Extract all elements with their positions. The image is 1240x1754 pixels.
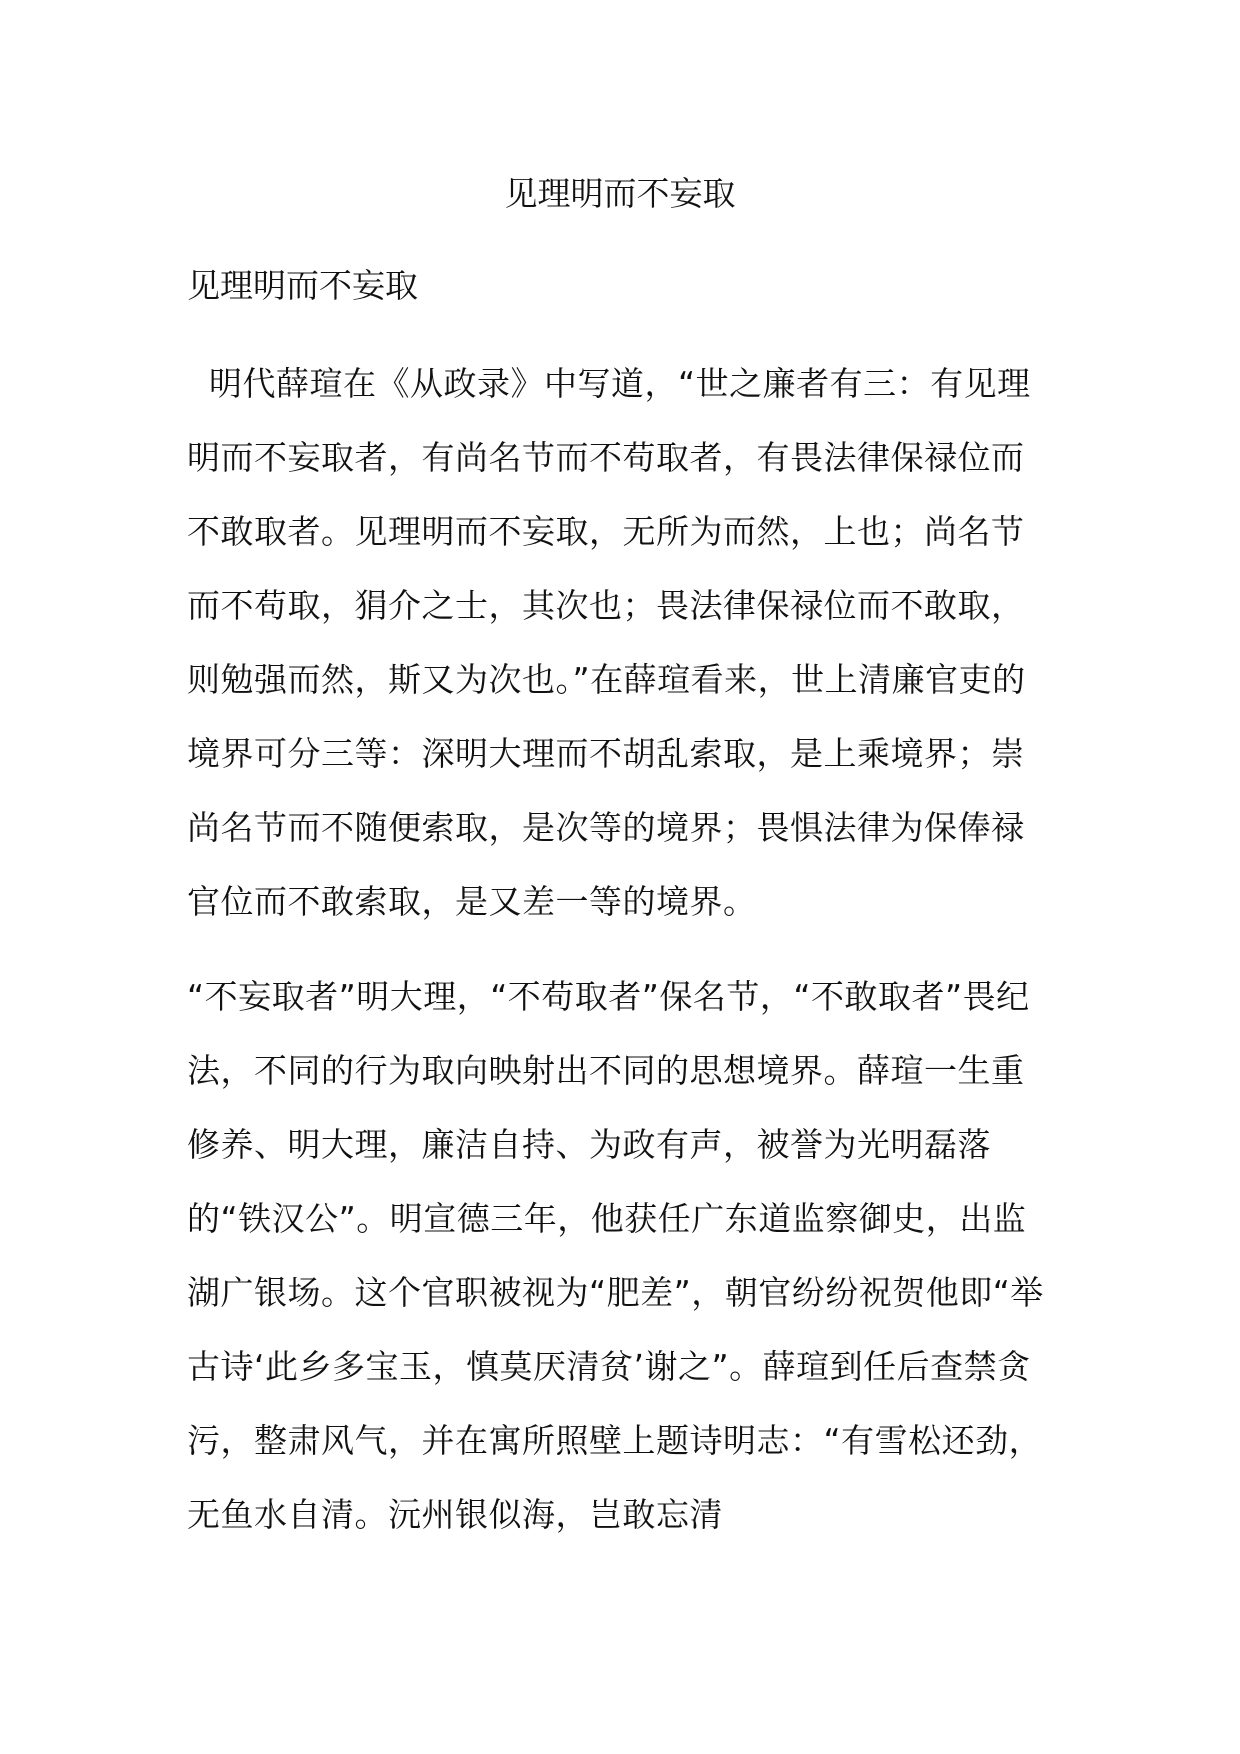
paragraph-1: 明代薛瑄在《从政录》中写道，“世之廉者有三：有见理明而不妄取者，有尚名节而不苟取者，有畏法律保禄位而不敢取者。见理明而不妄取，无所为而然，上也；尚名节而不苟取，狷介之士，其次也；畏法律保禄位而不敢取，则勉强而然，斯又为次也。”在薛瑄看来，世上清廉官吏的境界可分三等：深明大理而不胡乱索取，是上乘境界；崇尚名节而不随便索取，是次等的境界；畏惧法律为保俸禄官位而不敢索取，是又差一等的境界。 (187, 364, 1031, 921)
paragraph-2: “不妄取者”明大理，“不苟取者”保名节，“不敢取者”畏纪法，不同的行为取向映射出不同的思想境界。薛瑄一生重修养、明大理，廉洁自持、为政有声，被誉为光明磊落的“铁汉公”。明宣德三年，他获任广东道监察御史，出监湖广银场。这个官职被视为“肥差”，朝官纷纷祝贺他即“举古诗‘此乡多宝玉，慎莫厌清贫’谢之”。薛瑄到任后查禁贪污，整肃风气，并在寓所照壁上题诗明志：“有雪松还劲，无鱼水自清。沅州银似海，岂敢忘清 (187, 977, 1044, 1534)
page-title: 见理明而不妄取 (504, 174, 736, 213)
section-heading: 见理明而不妄取 (187, 266, 418, 305)
